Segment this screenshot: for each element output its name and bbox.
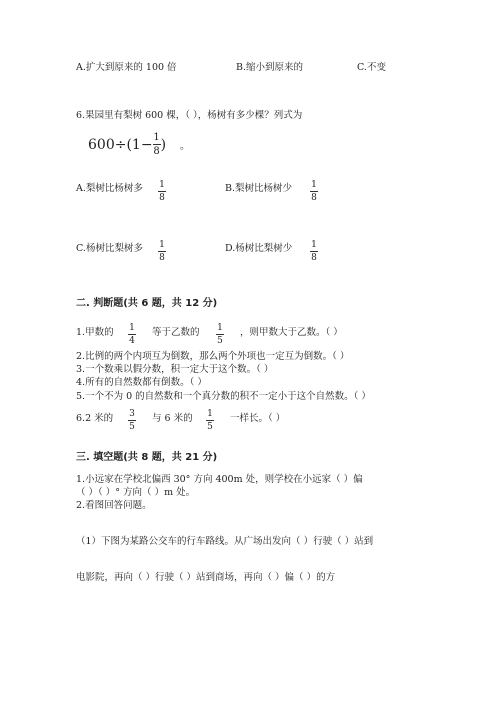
fraction-bar xyxy=(128,334,136,335)
q6-option-d: D.杨树比梨树少 xyxy=(225,243,293,254)
fraction-bar xyxy=(216,334,224,335)
s2-q6-part-b: 与 6 米的 xyxy=(152,413,193,424)
s2-q1-part-a: 1.甲数的 xyxy=(76,327,114,338)
fraction-num: 3 xyxy=(129,409,135,419)
fraction-bar xyxy=(310,251,318,252)
s2-q1-part-c: ，则甲数大于乙数。（ ） xyxy=(240,327,343,338)
fraction-num: 1 xyxy=(311,180,317,190)
q6-option-c-fraction xyxy=(158,240,166,263)
formula-fraction xyxy=(153,132,161,157)
q6-stem: 6.果园里有梨树 600 棵，（ ），杨树有多少棵？列式为 xyxy=(76,110,303,121)
q5-option-b: B.缩小到原来的 xyxy=(236,62,304,73)
fraction-bar xyxy=(158,251,166,252)
fraction-den: 5 xyxy=(217,336,223,346)
q6-option-a-fraction xyxy=(158,180,166,203)
q5-option-c: C.不变 xyxy=(357,62,386,73)
formula-fraction-num: 1 xyxy=(153,132,160,143)
fraction-num: 1 xyxy=(217,323,223,333)
s2-q6-part-a: 6.2 米的 xyxy=(76,413,114,424)
s2-q5: 5.一个不为 0 的自然数和一个真分数的积不一定小于这个自然数。（ ） xyxy=(76,391,371,402)
fraction-num: 1 xyxy=(311,240,317,250)
q6-option-b-fraction xyxy=(310,180,318,203)
s2-q2: 2.比例的两个内项互为倒数，那么两个外项也一定互为倒数。（ ） xyxy=(76,351,350,362)
fraction-bar xyxy=(310,191,318,192)
q6-option-c: C.杨树比梨树多 xyxy=(76,243,143,254)
fraction-num: 1 xyxy=(207,409,213,419)
fraction-bar xyxy=(153,144,161,145)
s3-q1-line-2: （ ）（ ）° 方向（ ）m 处。 xyxy=(76,487,196,498)
s3-q2: 2.看图回答问题。 xyxy=(76,500,152,511)
s2-q6-part-c: 一样长。（ ） xyxy=(230,413,286,424)
fraction-den: 8 xyxy=(159,253,165,263)
q6-option-d-fraction xyxy=(310,240,318,263)
s3-q2-sub1-line-1: （1）下图为某路公交车的行车路线。从广场出发向（ ）行驶（ ）站到 xyxy=(76,536,374,547)
fraction-den: 5 xyxy=(129,422,135,432)
fraction-num: 1 xyxy=(159,180,165,190)
q6-option-b: B.梨树比杨树少 xyxy=(225,183,293,194)
fraction-den: 8 xyxy=(311,193,317,203)
fraction-num: 1 xyxy=(129,323,135,333)
fraction-den: 4 xyxy=(129,336,135,346)
formula-prefix: 600÷(1− xyxy=(88,136,153,153)
s2-q1-part-b: 等于乙数的 xyxy=(152,327,200,338)
fraction-den: 5 xyxy=(207,422,213,432)
s3-q1-line-1: 1.小远家在学校北偏西 30° 方向 400m 处，则学校在小远家（ ）偏 xyxy=(76,474,363,485)
s2-q3: 3.一个数乘以假分数，积一定大于这个数。（ ） xyxy=(76,364,274,375)
q6-formula xyxy=(88,132,190,157)
q6-option-a: A.梨树比杨树多 xyxy=(76,183,143,194)
formula-suffix: ) xyxy=(160,136,167,153)
fraction-den: 8 xyxy=(159,193,165,203)
s2-q4: 4.所有的自然数都有倒数。（ ） xyxy=(76,377,207,388)
fraction-bar xyxy=(158,191,166,192)
s2-q6-fraction-1 xyxy=(128,409,136,432)
s2-q1-fraction-2 xyxy=(216,323,224,346)
formula-fraction-den: 8 xyxy=(153,146,160,157)
q5-option-a: A.扩大到原来的 100 倍 xyxy=(76,62,177,73)
fraction-den: 8 xyxy=(311,253,317,263)
section-2-title: 二. 判断题(共 6 题，共 12 分) xyxy=(76,298,218,309)
s2-q6-fraction-2 xyxy=(206,409,214,432)
section-3-title: 三. 填空题(共 8 题，共 21 分) xyxy=(76,452,218,463)
s3-q2-sub1-line-2: 电影院，再向（ ）行驶（ ）站到商场，再向（ ）偏（ ）的方 xyxy=(76,572,336,583)
fraction-num: 1 xyxy=(159,240,165,250)
fraction-bar xyxy=(206,420,214,421)
formula-end: 。 xyxy=(180,141,191,152)
s2-q1-fraction-1 xyxy=(128,323,136,346)
fraction-bar xyxy=(128,420,136,421)
